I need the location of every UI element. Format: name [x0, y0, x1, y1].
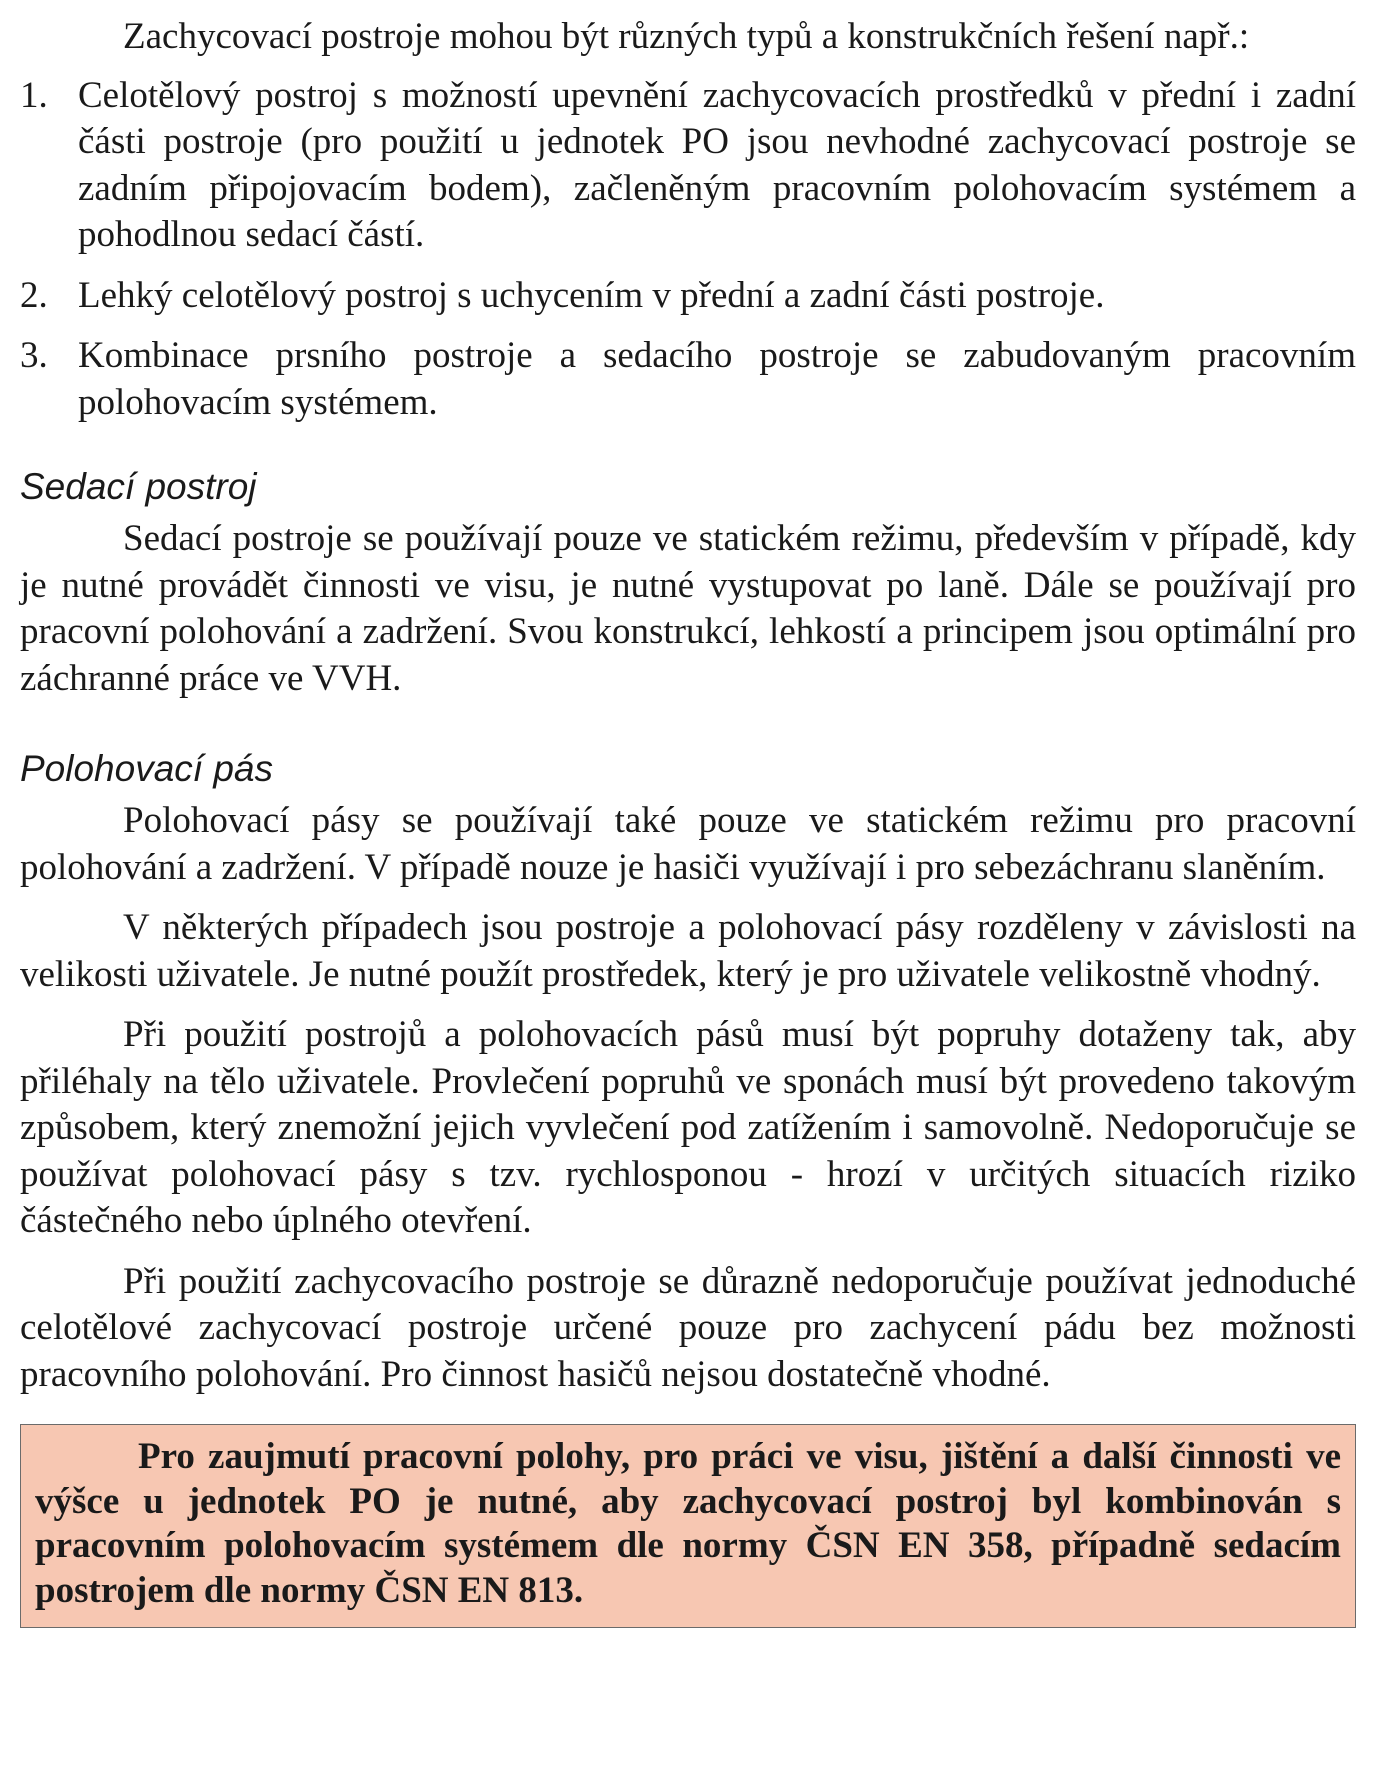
list-item-number: 2.	[20, 274, 48, 316]
list-item-number: 1.	[20, 74, 48, 116]
highlight-text: Pro zaujmutí pracovní polohy, pro práci ve visu, jištění a další činnosti ve výšce u jednotek PO je nutné, aby zachycovací postroj byl kombinován s pracovním polohovacím systémem dle normy ČSN EN 358, případně sedacím postrojem dle normy ČSN EN 813.	[35, 1436, 1341, 1611]
harness-types-list	[20, 73, 1356, 427]
list-item	[20, 333, 1356, 426]
positioning-belt-paragraph: Při použití postrojů a polohovacích pásů musí být popruhy dotaženy tak, aby přiléhaly na tělo uživatele. Provlečení popruhů ve sponách musí být provedeno takovým způsobem, který znemožní jejich vyvlečení pod zatížením i samovolně. Nedoporučuje se používat polohovací pásy s tzv. rychlosponou - hrozí v určitých situacích riziko částečného nebo úplného otevření.	[20, 1014, 1356, 1241]
list-item-number: 3.	[20, 335, 48, 376]
positioning-belt-paragraph: Polohovací pásy se používají také pouze ve statickém režimu pro pracovní polohování a zadržení. V případě nouze je hasiči využívají i pro sebezáchranu slaněním.	[20, 800, 1356, 888]
seat-harness-paragraph: Sedací postroje se používají pouze ve statickém režimu, především v případě, kdy je nutné provádět činnosti ve visu, je nutné vystupovat po laně. Dále se používají pro pracovní polohování a zadržení. Svou konstrukcí, lehkostí a principem jsou optimální pro záchranné práce ve VVH.	[20, 518, 1356, 699]
list-item-text: Celotělový postroj s možností upevnění zachycovacích prostředků v přední i zadní části postroje (pro použití u jednotek PO jsou nevhodné zachycovací postroje se zadním připojovacím bodem), začleněným pracovním polohovacím systémem a pohodlnou sedací částí.	[78, 74, 1356, 255]
section-heading-positioning-belt: Polohovací pás	[20, 748, 274, 789]
list-item	[20, 273, 1356, 320]
positioning-belt-paragraph: V některých případech jsou postroje a polohovací pásy rozděleny v závislosti na velikosti uživatele. Je nutné použít prostředek, který je pro uživatele velikostně vhodný.	[20, 907, 1356, 995]
section-heading-seat-harness: Sedací postroj	[20, 466, 257, 507]
positioning-belt-paragraph: Při použití zachycovacího postroje se důrazně nedoporučuje používat jednoduché celotělové zachycovací postroje určené pouze pro zachycení pádu bez možnosti pracovního polohování. Pro činnost hasičů nejsou dostatečně vhodné.	[20, 1260, 1356, 1395]
list-item	[20, 73, 1356, 259]
intro-paragraph: Zachycovací postroje mohou být různých typů a konstrukčních řešení např.:	[123, 16, 1250, 57]
list-item-text: Lehký celotělový postroj s uchycením v přední a zadní části postroje.	[78, 274, 1105, 316]
list-item-text: Kombinace prsního postroje a sedacího postroje se zabudovaným pracovním polohovacím systémem.	[78, 335, 1356, 423]
document-page	[20, 14, 1356, 1628]
highlight-box	[20, 1424, 1356, 1628]
